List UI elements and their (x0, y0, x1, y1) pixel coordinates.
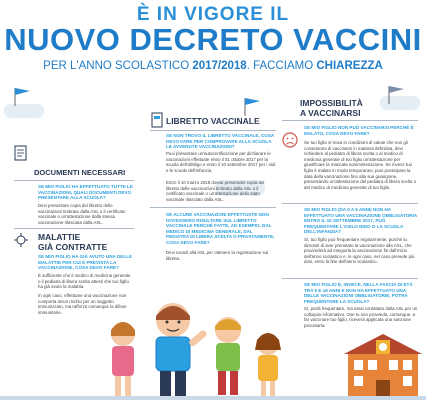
boy-right-figure (215, 317, 241, 395)
subtitle-mid: . FACCIAMO (246, 60, 317, 72)
col3-answer-2: Sì, tuo figlio può frequentare regolarmente, purché tu dimostri di aver prenotato la vaccinazione alla ASL, che provvederà ad eseguirla la vaccinazione fin dall'inizio dell'anno scolastico e, in ogni caso, nel caso prevede più dosi, entro la fine dell'anno scolastico. (304, 237, 415, 265)
flag-mid-icon (242, 96, 262, 116)
col1-answer-2: È sufficiente che il medico di medicina generale o il pediatra di libera scelta attesti che tuo figlio ha già avuto la malattia. (38, 273, 131, 290)
sad-face-icon (282, 132, 298, 148)
col3-title-1: IMPOSSIBILITÀ (300, 98, 363, 108)
col2-rule-1 (150, 130, 276, 131)
col2-rule-2 (150, 207, 276, 208)
col1-question-1: SE MIO FIGLIO HA EFFETTUATO TUTTE LE VACCINAZIONI, QUALI DOCUMENTI DEVO PRESENTARE ALLA SCUOLA? (38, 184, 133, 201)
col2-answer-3: Devi recarti alla ASL per ottenere la registrazione sul libretto. (166, 250, 269, 261)
virus-icon (14, 232, 28, 248)
col3-question-2: SE MIO FIGLIO (DA 0 A 6 ANNI) NON HA EFFETTUATO UNA VACCINAZIONE OBBLIGATORIA ENTRO IL 10 SETTEMBRE 2017, PUÒ FREQUENTARE L'ASILO NIDO O LA SCUOLA DELL'INFANZIA? (304, 207, 418, 235)
children-illustration (98, 286, 298, 400)
col1-title-2b: GIÀ CONTRATTE (38, 242, 108, 252)
col1-rule-1 (14, 180, 134, 181)
col3-answer-3: Sì, potrà frequentare, ma sarai contattato dalla ASL per un colloquio informativo. Ove tu non provveda, comunque, a far vaccinare tuo figlio, riceverà applicata una sanzione pecuniaria. (304, 306, 418, 328)
col3-rule-2 (282, 203, 418, 204)
subtitle-pre: PER L'ANNO SCOLASTICO (43, 60, 193, 72)
col2-answer-2: Entro il 10 marzo 2018 dovrai presentare copia del libretto delle vaccinazioni timbrato dalla ASL o il certificato vaccinale o un'attestazione dello stato vaccinale rilasciato dalla ASL. (166, 180, 265, 202)
col3-question-3: SE MIO FIGLIO È, INVECE, NELLA FASCIA DI ETÀ TRA 6 E 16 ANNI E NON HA EFFETTUATO UNA DELLE VACCINAZIONI OBBLIGATORIE, POTRÀ FREQUENTARE LA SCUOLA? (304, 282, 413, 304)
ground-strip (0, 396, 426, 400)
school-building-illustration (340, 330, 426, 400)
col3-rule-1 (282, 120, 418, 121)
booklet-icon (150, 112, 164, 128)
header-subtitle (0, 60, 426, 72)
col1-answer-1: Devi presentare copia del libretto delle vaccinazioni timbrato dalla ASL o il certificato vaccinale o un'attestazione dalla stessa vaccinazione rilasciata dalla ASL. (38, 203, 126, 225)
girl-right-figure (255, 333, 281, 397)
flag-left-icon (12, 86, 32, 106)
boy-center-figure (156, 303, 208, 397)
col2-title: LIBRETTO VACCINALE (166, 116, 260, 126)
col3-answer-1: Se tuo figlio si trova in condizioni di salute che non gli consentono di vaccinarsi in maniera definitiva, devi richiedere al pediatra di libera scelta o al medico di medicina generale di tuo figlio un'attestazione per giustificare la mancata somministrazione. Se invece tuo figlio è malato in modo temporaneo, puoi posticipare la data della vaccinazione fino alla sua guarigione, presentando un'attestazione del pediatra di libera scelta o del medico di medicina generale di tuo figlio. (304, 140, 417, 190)
col3-question-1: SE MIO FIGLIO NON PUÒ VACCINARSI PERCHÉ È MALATO, COSA DEVO FARE? (304, 125, 414, 136)
col3-title-2: A VACCINARSI (300, 108, 361, 118)
subtitle-bold: CHIAREZZA (316, 60, 383, 72)
header-main-title: NUOVO DECRETO VACCINI (4, 22, 422, 57)
girl-left-figure (111, 322, 135, 396)
col1-rule-2 (14, 228, 134, 229)
col1-title: DOCUMENTI NECESSARI (34, 168, 126, 177)
cloud-left (4, 104, 44, 118)
subtitle-year: 2017/2018 (192, 60, 247, 72)
col2-answer-1: Puoi presentare un'autocertificazione per dichiarare le vaccinazioni effettuate entro il 31 ottobre 2017 per la scuola dell'obbligo e entro il 10 settembre 2017 per i nidi e le scuole dell'infanzia. (166, 151, 276, 173)
col3-rule-3 (282, 278, 418, 279)
col1-question-2: SE MIO FIGLIO HA GIÀ AVUTO UNA DELLE MALATTIE PER CUI È PREVISTA LA VACCINAZIONE, COSA DEVO FARE? (38, 254, 133, 271)
document-icon (14, 145, 28, 161)
col1-answer-3: In ogni caso, effettuare una vaccinazione non comporta alcun rischio per un soggetto immunizzato, ma rafforza comunque la difese immunitarie. (38, 293, 127, 315)
col2-question-2: SE ALCUNE VACCINAZIONI EFFETTUATE NON DOVESSERO RISULTARE SUL LIBRETTO VACCINALE PERCHÉ FATTE, AD ESEMPIO, DAL MEDICO DI MEDICINA GENERALE, DAL PEDIATRA DI LIBERA SCELTA O PRIVATAMENTE, COSA DEVO FARE? (166, 212, 275, 245)
col1-title-2a: MALATTIE (38, 232, 81, 242)
col2-question-1: SE NON TROVO IL LIBRETTO VACCINALE, COSA DEVO FARE PER COMPROVARE ALLA SCUOLA LE AVVENUTE VACCINAZIONI? (166, 133, 275, 150)
header-line-1: È IN VIGORE IL (136, 4, 290, 25)
